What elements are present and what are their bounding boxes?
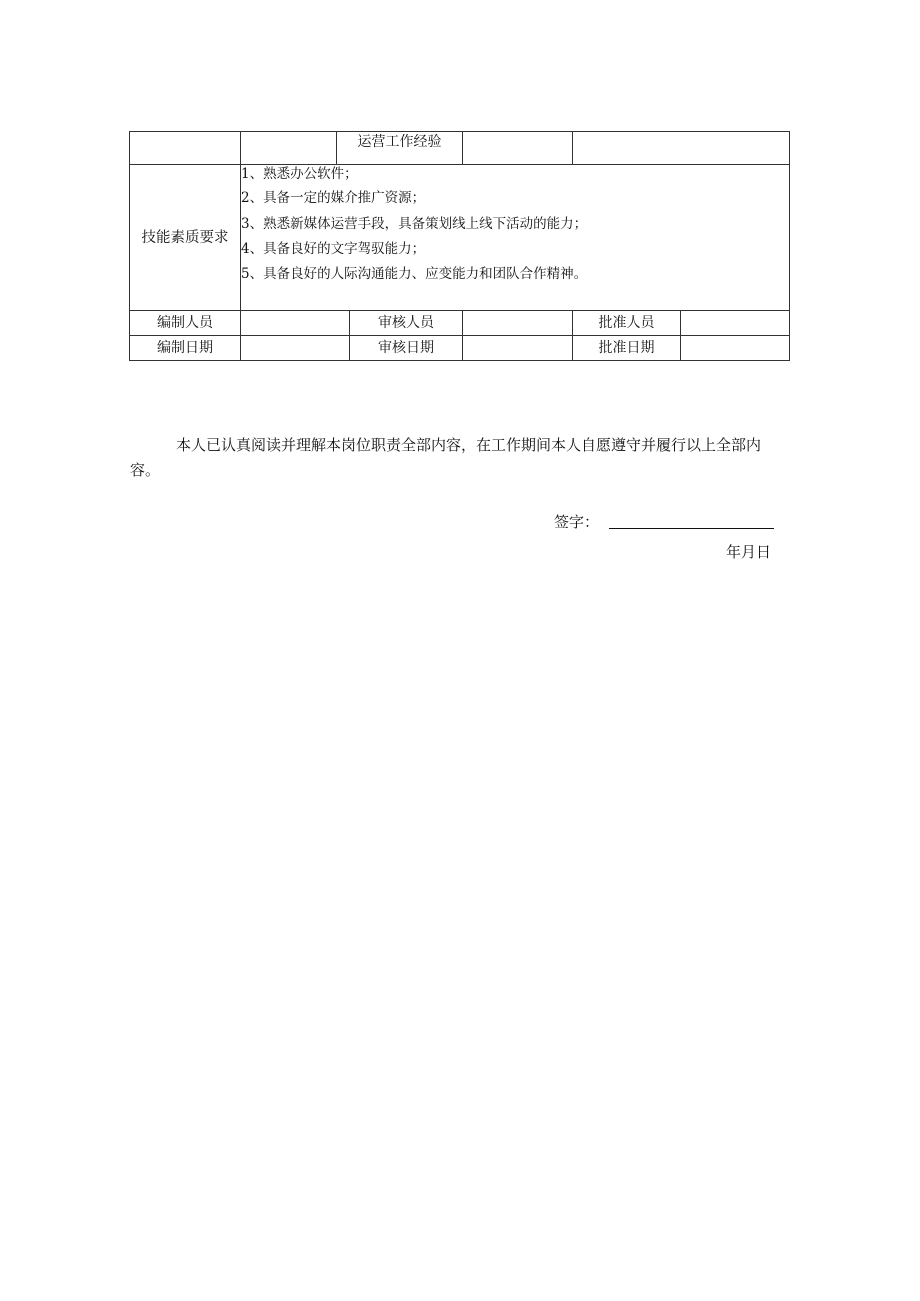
- approved-date-label: 批准日期: [598, 340, 655, 356]
- signature-label: 签字：: [554, 513, 600, 531]
- experience-label: 运营工作经验: [357, 134, 442, 150]
- reviewed-date-label: 审核日期: [378, 340, 434, 356]
- compiled-date-label: 编制日期: [157, 340, 213, 356]
- compiled-by-label: 编制人员: [157, 315, 213, 331]
- statement-line-2: 容。: [130, 461, 161, 479]
- list-item: 3、熟悉新媒体运营手段，具备策划线上线下活动的能力；: [241, 216, 588, 232]
- list-item: 2、具备一定的媒介推广资源；: [241, 190, 426, 206]
- list-item: 5、具备良好的人际沟通能力、应变能力和团队合作精神。: [241, 266, 588, 282]
- list-item: 4、具备良好的文字驾驭能力；: [241, 241, 426, 257]
- statement-line-1: 本人已认真阅读并理解本岗位职责全部内容，在工作期间本人自愿遵守并履行以上全部内: [176, 436, 762, 454]
- signature-line[interactable]: [609, 528, 774, 529]
- approved-by-label: 批准人员: [598, 315, 655, 331]
- reviewed-by-label: 审核人员: [378, 315, 434, 331]
- list-item: 1、熟悉办公软件；: [241, 166, 358, 182]
- date-label: 年月日: [726, 543, 772, 561]
- skills-requirements-label: 技能素质要求: [141, 230, 229, 246]
